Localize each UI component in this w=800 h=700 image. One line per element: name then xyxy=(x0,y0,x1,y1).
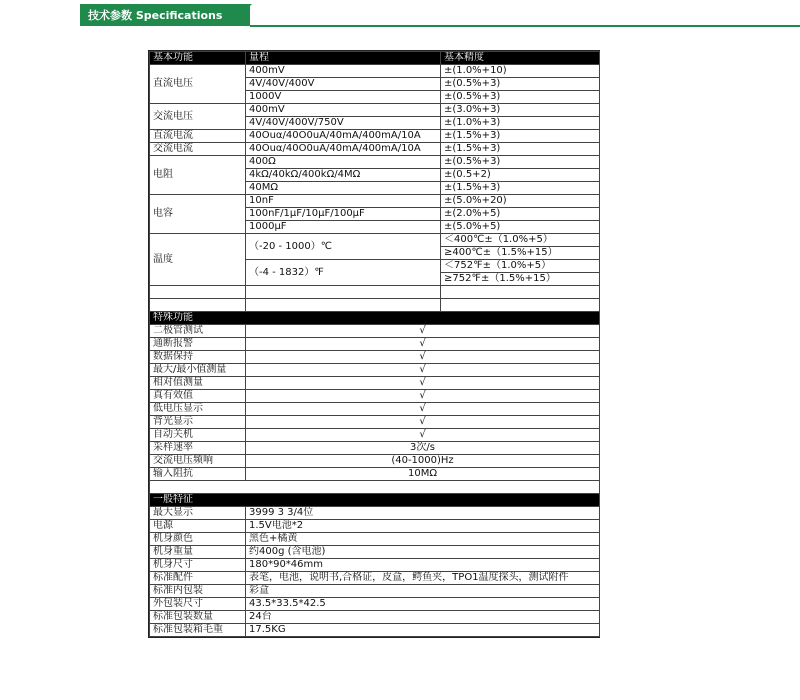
function-name: 直流电压 xyxy=(150,65,246,104)
property-name: 标准包装数量 xyxy=(150,611,246,624)
feature-value: √ xyxy=(246,338,600,351)
table-row xyxy=(150,234,600,247)
property-name: 标准配件 xyxy=(150,572,246,585)
basic-header-row xyxy=(150,52,600,65)
accuracy-value: ±(5.0%+5) xyxy=(441,221,600,234)
property-value: 24台 xyxy=(246,611,600,624)
table-row xyxy=(150,611,600,624)
feature-name: 背光显示 xyxy=(150,416,246,429)
table-row xyxy=(150,130,600,143)
accuracy-value: ±(1.0%+3) xyxy=(441,117,600,130)
range-value: 40MΩ xyxy=(246,182,441,195)
feature-value: √ xyxy=(246,364,600,377)
table-row xyxy=(150,403,600,416)
property-name: 机身重量 xyxy=(150,546,246,559)
spec-table xyxy=(149,51,600,637)
table-row xyxy=(150,585,600,598)
table-row xyxy=(150,598,600,611)
function-name: 电容 xyxy=(150,195,246,234)
range-value: （-4 - 1832）℉ xyxy=(246,260,441,286)
feature-value: √ xyxy=(246,390,600,403)
feature-name: 采样速率 xyxy=(150,442,246,455)
feature-name: 真有效值 xyxy=(150,390,246,403)
table-row xyxy=(150,455,600,468)
range-value: 4V/40V/400V/750V xyxy=(246,117,441,130)
feature-value: √ xyxy=(246,377,600,390)
table-row xyxy=(150,507,600,520)
feature-value: (40-1000)Hz xyxy=(246,455,600,468)
feature-name: 输入阻抗 xyxy=(150,468,246,481)
accuracy-value: ±(1.5%+3) xyxy=(441,143,600,156)
feature-name: 通断报警 xyxy=(150,338,246,351)
table-row xyxy=(150,377,600,390)
accuracy-value: ±(2.0%+5) xyxy=(441,208,600,221)
section-header xyxy=(80,4,720,28)
accuracy-value: ＜752℉±（1.0%+5） xyxy=(441,260,600,273)
blank-cell xyxy=(150,286,246,299)
table-row xyxy=(150,520,600,533)
feature-value: 3次/s xyxy=(246,442,600,455)
feature-value: √ xyxy=(246,416,600,429)
table-row xyxy=(150,65,600,78)
function-name: 温度 xyxy=(150,234,246,286)
table-row xyxy=(150,325,600,338)
function-name: 电阻 xyxy=(150,156,246,195)
range-value: （-20 - 1000）℃ xyxy=(246,234,441,260)
blank-cell xyxy=(441,299,600,312)
table-row xyxy=(150,533,600,546)
function-name: 交流电压 xyxy=(150,104,246,130)
header-bar-tail xyxy=(230,4,252,26)
range-value: 4kΩ/40kΩ/400kΩ/4MΩ xyxy=(246,169,441,182)
function-name: 直流电流 xyxy=(150,130,246,143)
range-value: 40Ouα/40O0uA/40mA/400mA/10A xyxy=(246,143,441,156)
blank-cell xyxy=(246,299,441,312)
feature-name: 交流电压频响 xyxy=(150,455,246,468)
table-row xyxy=(150,338,600,351)
accuracy-value: ＜400℃±（1.0%+5） xyxy=(441,234,600,247)
accuracy-value: ±(1.5%+3) xyxy=(441,182,600,195)
feature-name: 低电压显示 xyxy=(150,403,246,416)
range-value: 40Ouα/40O0uA/40mA/400mA/10A xyxy=(246,130,441,143)
property-name: 标准内包装 xyxy=(150,585,246,598)
property-value: 彩盒 xyxy=(246,585,600,598)
table-row xyxy=(150,364,600,377)
feature-name: 最大/最小值测量 xyxy=(150,364,246,377)
accuracy-value: ±(0.5+2) xyxy=(441,169,600,182)
spec-table-container xyxy=(148,50,600,638)
range-value: 400mV xyxy=(246,65,441,78)
accuracy-value: ±(0.5%+3) xyxy=(441,156,600,169)
range-value: 400Ω xyxy=(246,156,441,169)
section-label: 一般特征 xyxy=(150,494,600,507)
range-value: 10nF xyxy=(246,195,441,208)
column-header: 基本精度 xyxy=(441,52,600,65)
accuracy-value: ±(0.5%+3) xyxy=(441,78,600,91)
table-row xyxy=(150,156,600,169)
accuracy-value: ±(1.5%+3) xyxy=(441,130,600,143)
accuracy-value: ≥752℉±（1.5%+15） xyxy=(441,273,600,286)
blank-cell xyxy=(150,481,600,494)
accuracy-value: ±(3.0%+3) xyxy=(441,104,600,117)
feature-value: 10MΩ xyxy=(246,468,600,481)
property-value: 表笔，电池，说明书,合格证，皮盒，鳄鱼夹，TPO1温度探头，测试附件 xyxy=(246,572,600,585)
property-name: 标准包装箱毛重 xyxy=(150,624,246,637)
blank-cell xyxy=(246,286,441,299)
feature-name: 相对值测量 xyxy=(150,377,246,390)
table-row xyxy=(150,416,600,429)
property-name: 机身颜色 xyxy=(150,533,246,546)
property-value: 43.5*33.5*42.5 xyxy=(246,598,600,611)
table-row xyxy=(150,195,600,208)
property-value: 1.5V电池*2 xyxy=(246,520,600,533)
range-value: 1000V xyxy=(246,91,441,104)
property-name: 最大显示 xyxy=(150,507,246,520)
property-name: 电源 xyxy=(150,520,246,533)
function-name: 交流电流 xyxy=(150,143,246,156)
column-header: 基本功能 xyxy=(150,52,246,65)
table-row xyxy=(150,429,600,442)
feature-value: √ xyxy=(246,429,600,442)
accuracy-value: ±(0.5%+3) xyxy=(441,91,600,104)
feature-name: 二极管测试 xyxy=(150,325,246,338)
range-value: 400mV xyxy=(246,104,441,117)
header-title: 技术参数 Specifications xyxy=(88,9,223,22)
blank-row xyxy=(150,481,600,494)
property-value: 180*90*46mm xyxy=(246,559,600,572)
property-name: 外包装尺寸 xyxy=(150,598,246,611)
property-value: 约400g (含电池) xyxy=(246,546,600,559)
property-value: 黑色+橘黄 xyxy=(246,533,600,546)
feature-value: √ xyxy=(246,351,600,364)
range-value: 100nF/1μF/10μF/100μF xyxy=(246,208,441,221)
feature-value: √ xyxy=(246,325,600,338)
blank-cell xyxy=(441,286,600,299)
table-row xyxy=(150,468,600,481)
general-header-row xyxy=(150,494,600,507)
table-row xyxy=(150,143,600,156)
table-row xyxy=(150,624,600,637)
blank-row xyxy=(150,299,600,312)
accuracy-value: ±(1.0%+10) xyxy=(441,65,600,78)
accuracy-value: ≥400℃±（1.5%+15） xyxy=(441,247,600,260)
spec-table-body xyxy=(150,52,600,637)
blank-cell xyxy=(150,299,246,312)
table-row xyxy=(150,104,600,117)
accuracy-value: ±(5.0%+20) xyxy=(441,195,600,208)
section-label: 特殊功能 xyxy=(150,312,600,325)
range-value: 1000μF xyxy=(246,221,441,234)
table-row xyxy=(150,351,600,364)
property-value: 17.5KG xyxy=(246,624,600,637)
range-value: 4V/40V/400V xyxy=(246,78,441,91)
feature-value: √ xyxy=(246,403,600,416)
table-row xyxy=(150,559,600,572)
table-row xyxy=(150,546,600,559)
feature-name: 自动关机 xyxy=(150,429,246,442)
table-row xyxy=(150,572,600,585)
property-value: 3999 3 3/4位 xyxy=(246,507,600,520)
feature-name: 数据保持 xyxy=(150,351,246,364)
blank-row xyxy=(150,286,600,299)
property-name: 机身尺寸 xyxy=(150,559,246,572)
special-header-row xyxy=(150,312,600,325)
header-underline xyxy=(250,25,800,27)
table-row xyxy=(150,390,600,403)
column-header: 量程 xyxy=(246,52,441,65)
table-row xyxy=(150,442,600,455)
